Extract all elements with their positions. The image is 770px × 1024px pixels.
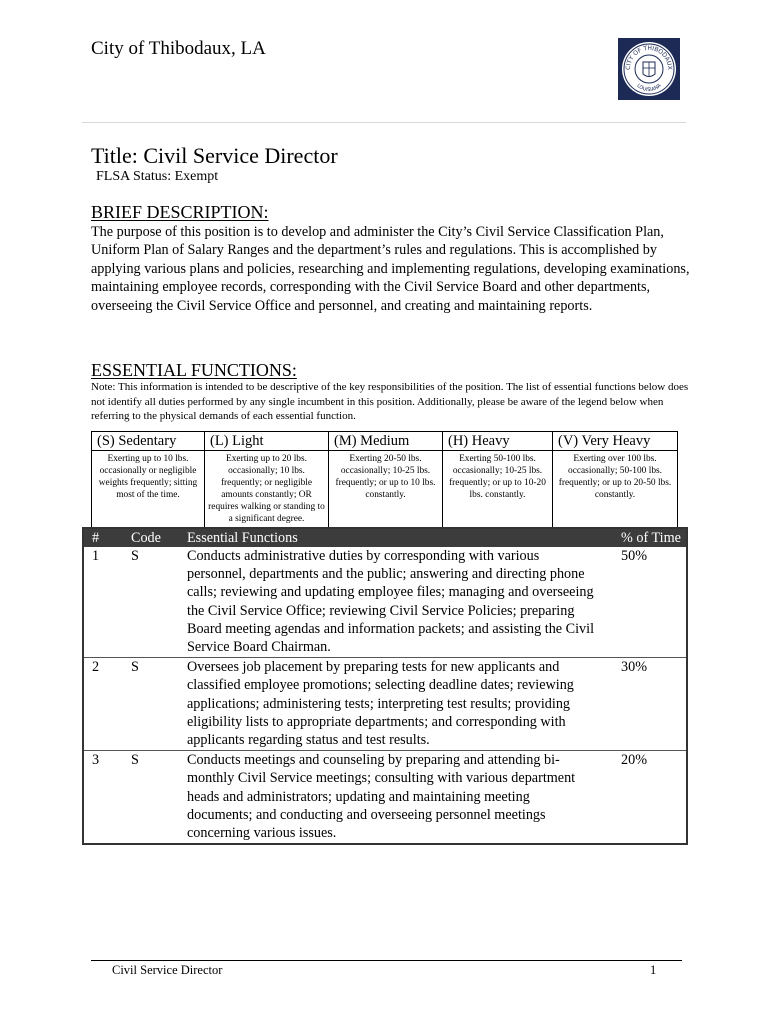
table-row — [83, 751, 687, 845]
page-number: 1 — [650, 963, 657, 977]
legend-label-sedentary: (S) Sedentary — [92, 432, 205, 451]
row-code: S — [123, 658, 183, 751]
legend-label-heavy: (H) Heavy — [443, 432, 553, 451]
city-header: City of Thibodaux, LA — [91, 38, 266, 59]
physical-demands-legend — [91, 431, 678, 528]
row-number: 3 — [92, 752, 100, 769]
table-row — [83, 547, 687, 658]
row-code: S — [131, 752, 139, 769]
col-header-code: Code — [123, 528, 183, 547]
row-number: 2 — [83, 658, 123, 751]
legend-label-light: (L) Light — [205, 432, 329, 451]
footer-divider — [91, 960, 682, 961]
document-title: Title: Civil Service Director — [91, 143, 338, 168]
row-percent: 30% — [601, 658, 687, 751]
essential-functions-heading: ESSENTIAL FUNCTIONS: — [91, 360, 297, 380]
row-code: S — [123, 547, 183, 658]
row-function: Oversees job placement by preparing tests for new applicants and classified employee promotions; selecting deadline dates; reviewing applications; administering tests; interpreting test results; providing eligibility lists to appropriate departments; and corresponding with applicants regarding status and test results. — [183, 658, 601, 751]
row-number: 1 — [83, 547, 123, 658]
row-function: Conducts administrative duties by corresponding with various personnel, departments and the public; answering and directing phone calls; reviewing and updating employee files; managing and overseeing the Civil Service Office; reviewing Civil Service Policies; preparing Board meeting agendas and information packets; and assisting the Civil Service Board Chairman. — [183, 547, 601, 658]
seal-top-text: CITY OF THIBODAUX — [624, 44, 674, 71]
row-percent: 50% — [601, 547, 687, 658]
city-seal-logo — [618, 38, 680, 100]
legend-desc-sedentary: Exerting up to 10 lbs. occasionally or negligible weights frequently; sitting most of the time. — [92, 451, 205, 529]
header-divider — [82, 122, 686, 123]
legend-desc-very-heavy: Exerting over 100 lbs. occasionally; 50-100 lbs. frequently; or up to 20-50 lbs. constantly. — [553, 451, 678, 529]
essential-functions-note: Note: This information is intended to be descriptive of the key responsibilities of the position. The list of essential functions below does not identify all duties performed by any single incumbent in this position. Additionally, please be aware of the legend below when referring to the physical demands of each essential function. — [91, 381, 689, 423]
legend-label-very-heavy: (V) Very Heavy — [553, 432, 678, 451]
col-header-functions: Essential Functions — [183, 528, 601, 547]
legend-desc-light: Exerting up to 20 lbs. occasionally; 10 lbs. frequently; or negligible amounts constantly; OR requires walking or standing to a significant degree. — [205, 451, 329, 529]
legend-label-medium: (M) Medium — [329, 432, 443, 451]
flsa-status: FLSA Status: Exempt — [96, 169, 219, 184]
table-row — [83, 658, 687, 751]
seal-bottom-text: LOUISIANA — [635, 82, 663, 94]
footer-title: Civil Service Director — [112, 963, 223, 977]
row-percent: 20% — [621, 752, 648, 769]
brief-description-heading: BRIEF DESCRIPTION: — [91, 202, 269, 222]
legend-desc-medium: Exerting 20-50 lbs. occasionally; 10-25 lbs. frequently; or up to 10 lbs. constantly. — [329, 451, 443, 529]
col-header-number: # — [83, 528, 123, 547]
row-function: Conducts meetings and counseling by preparing and attending bi-monthly Civil Service meetings; consulting with various department heads and administrators; updating and maintaining meeting documents; and conducting and overseeing personnel meetings concerning various issues. — [187, 752, 576, 842]
brief-description-text: The purpose of this position is to develop and administer the City’s Civil Service Classification Plan, Uniform Plan of Salary Ranges and the department’s rules and regulations. This is accomplished by applying various plans and policies, researching and implementing regulations, developing examinations, maintaining employee records, corresponding with the Civil Service Board and other departments, overseeing the Civil Service Office and personnel, and creating and maintaining reports. — [91, 224, 690, 314]
col-header-percent-time: % of Time — [601, 528, 687, 547]
functions-header-row — [83, 528, 687, 547]
essential-functions-table — [82, 527, 688, 845]
legend-desc-heavy: Exerting 50-100 lbs. occasionally; 10-25 lbs. frequently; or up to 10-20 lbs. constantly. — [443, 451, 553, 529]
